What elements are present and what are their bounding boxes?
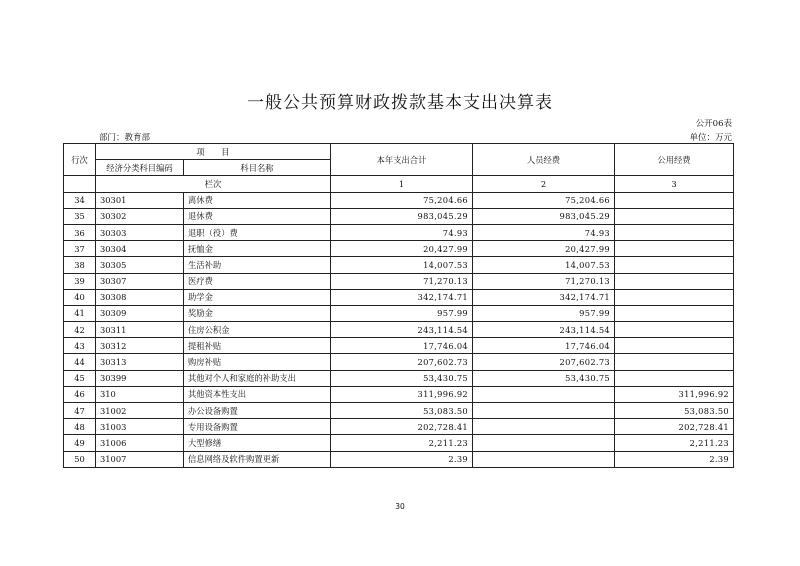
cell-row-no: 41 — [64, 305, 96, 321]
table-row — [64, 257, 734, 273]
cell-personnel — [473, 451, 615, 467]
cell-public: 202,728.41 — [615, 419, 734, 435]
header-item-name: 科目名称 — [184, 160, 331, 176]
cell-personnel: 957.99 — [473, 305, 615, 321]
cell-total: 53,430.75 — [331, 370, 473, 386]
document-title: 一般公共预算财政拨款基本支出决算表 — [247, 93, 553, 113]
cell-row-no: 49 — [64, 435, 96, 451]
cell-item-name: 离休费 — [184, 192, 331, 208]
cell-personnel — [473, 403, 615, 419]
cell-total: 53,083.50 — [331, 403, 473, 419]
cell-public — [615, 322, 734, 338]
cell-total: 20,427.99 — [331, 241, 473, 257]
cell-row-no: 50 — [64, 451, 96, 467]
header-col-3: 3 — [615, 176, 734, 192]
cell-item-name: 专用设备购置 — [184, 419, 331, 435]
cell-econ-code: 31002 — [96, 403, 184, 419]
table-row — [64, 370, 734, 386]
cell-personnel: 75,204.66 — [473, 192, 615, 208]
cell-econ-code: 30303 — [96, 224, 184, 240]
table-row — [64, 435, 734, 451]
cell-row-no: 45 — [64, 370, 96, 386]
cell-total: 983,045.29 — [331, 208, 473, 224]
cell-item-name: 助学金 — [184, 289, 331, 305]
cell-public — [615, 338, 734, 354]
cell-total: 17,746.04 — [331, 338, 473, 354]
cell-row-no: 42 — [64, 322, 96, 338]
cell-total: 207,602.73 — [331, 354, 473, 370]
cell-row-no: 46 — [64, 386, 96, 402]
table-body — [64, 192, 734, 467]
table-row — [64, 224, 734, 240]
header-index-blank — [64, 176, 96, 192]
cell-econ-code: 30399 — [96, 370, 184, 386]
table-row — [64, 338, 734, 354]
cell-row-no: 38 — [64, 257, 96, 273]
header-econ-code: 经济分类科目编码 — [96, 160, 184, 176]
cell-row-no: 34 — [64, 192, 96, 208]
cell-econ-code: 30311 — [96, 322, 184, 338]
cell-row-no: 36 — [64, 224, 96, 240]
cell-personnel: 342,174.71 — [473, 289, 615, 305]
cell-personnel: 17,746.04 — [473, 338, 615, 354]
cell-personnel: 14,007.53 — [473, 257, 615, 273]
cell-econ-code: 30309 — [96, 305, 184, 321]
cell-total: 74.93 — [331, 224, 473, 240]
cell-row-no: 47 — [64, 403, 96, 419]
cell-total: 311,996.92 — [331, 386, 473, 402]
cell-public: 311,996.92 — [615, 386, 734, 402]
cell-econ-code: 310 — [96, 386, 184, 402]
table-row — [64, 403, 734, 419]
cell-item-name: 医疗费 — [184, 273, 331, 289]
cell-personnel: 243,114.54 — [473, 322, 615, 338]
cell-row-no: 44 — [64, 354, 96, 370]
cell-total: 243,114.54 — [331, 322, 473, 338]
cell-item-name: 其他对个人和家庭的补助支出 — [184, 370, 331, 386]
cell-public — [615, 224, 734, 240]
cell-public: 2,211.23 — [615, 435, 734, 451]
table-row — [64, 386, 734, 402]
cell-total: 75,204.66 — [331, 192, 473, 208]
cell-total: 2.39 — [331, 451, 473, 467]
cell-row-no: 43 — [64, 338, 96, 354]
cell-public — [615, 354, 734, 370]
cell-row-no: 48 — [64, 419, 96, 435]
cell-public — [615, 208, 734, 224]
table-row — [64, 273, 734, 289]
cell-econ-code: 31006 — [96, 435, 184, 451]
cell-item-name: 提租补贴 — [184, 338, 331, 354]
table-row — [64, 451, 734, 467]
page-number: 30 — [395, 502, 405, 511]
cell-personnel — [473, 435, 615, 451]
cell-total: 14,007.53 — [331, 257, 473, 273]
table-row — [64, 354, 734, 370]
cell-item-name: 大型修缮 — [184, 435, 331, 451]
cell-row-no: 40 — [64, 289, 96, 305]
cell-item-name: 购房补贴 — [184, 354, 331, 370]
table-row — [64, 305, 734, 321]
header-public: 公用经费 — [615, 144, 734, 176]
cell-total: 71,270.13 — [331, 273, 473, 289]
header-total: 本年支出合计 — [331, 144, 473, 176]
cell-public — [615, 305, 734, 321]
cell-econ-code: 30301 — [96, 192, 184, 208]
table-row — [64, 322, 734, 338]
cell-personnel — [473, 386, 615, 402]
cell-total: 957.99 — [331, 305, 473, 321]
cell-econ-code: 30305 — [96, 257, 184, 273]
cell-row-no: 37 — [64, 241, 96, 257]
cell-public — [615, 370, 734, 386]
cell-item-name: 信息网络及软件购置更新 — [184, 451, 331, 467]
cell-personnel: 20,427.99 — [473, 241, 615, 257]
cell-item-name: 退休费 — [184, 208, 331, 224]
header-project: 项 目 — [96, 144, 331, 160]
cell-personnel — [473, 419, 615, 435]
cell-item-name: 退职（役）费 — [184, 224, 331, 240]
cell-econ-code: 30312 — [96, 338, 184, 354]
cell-public — [615, 257, 734, 273]
cell-personnel: 207,602.73 — [473, 354, 615, 370]
cell-item-name: 其他资本性支出 — [184, 386, 331, 402]
cell-public — [615, 273, 734, 289]
cell-public — [615, 192, 734, 208]
cell-item-name: 生活补助 — [184, 257, 331, 273]
cell-total: 2,211.23 — [331, 435, 473, 451]
cell-public — [615, 289, 734, 305]
header-col-2: 2 — [473, 176, 615, 192]
table-row — [64, 241, 734, 257]
cell-econ-code: 30307 — [96, 273, 184, 289]
header-column-index: 栏次 — [96, 176, 331, 192]
unit-label: 单位：万元 — [689, 133, 732, 143]
table-row — [64, 289, 734, 305]
cell-personnel: 71,270.13 — [473, 273, 615, 289]
cell-public: 53,083.50 — [615, 403, 734, 419]
cell-econ-code: 30304 — [96, 241, 184, 257]
header-col-1: 1 — [331, 176, 473, 192]
cell-econ-code: 30308 — [96, 289, 184, 305]
table-row — [64, 192, 734, 208]
department-label: 部门：教育部 — [99, 133, 151, 143]
cell-econ-code: 31003 — [96, 419, 184, 435]
header-row-no: 行次 — [64, 144, 96, 176]
cell-item-name: 办公设备购置 — [184, 403, 331, 419]
cell-row-no: 39 — [64, 273, 96, 289]
table-row — [64, 208, 734, 224]
cell-econ-code: 31007 — [96, 451, 184, 467]
cell-public — [615, 241, 734, 257]
header-personnel: 人员经费 — [473, 144, 615, 176]
table-row — [64, 419, 734, 435]
cell-row-no: 35 — [64, 208, 96, 224]
cell-personnel: 74.93 — [473, 224, 615, 240]
form-code: 公开06表 — [695, 119, 732, 129]
cell-personnel: 983,045.29 — [473, 208, 615, 224]
cell-personnel: 53,430.75 — [473, 370, 615, 386]
cell-public: 2.39 — [615, 451, 734, 467]
cell-item-name: 奖励金 — [184, 305, 331, 321]
cell-item-name: 住房公积金 — [184, 322, 331, 338]
budget-table — [63, 143, 734, 468]
cell-econ-code: 30313 — [96, 354, 184, 370]
cell-total: 342,174.71 — [331, 289, 473, 305]
cell-total: 202,728.41 — [331, 419, 473, 435]
cell-econ-code: 30302 — [96, 208, 184, 224]
cell-item-name: 抚恤金 — [184, 241, 331, 257]
